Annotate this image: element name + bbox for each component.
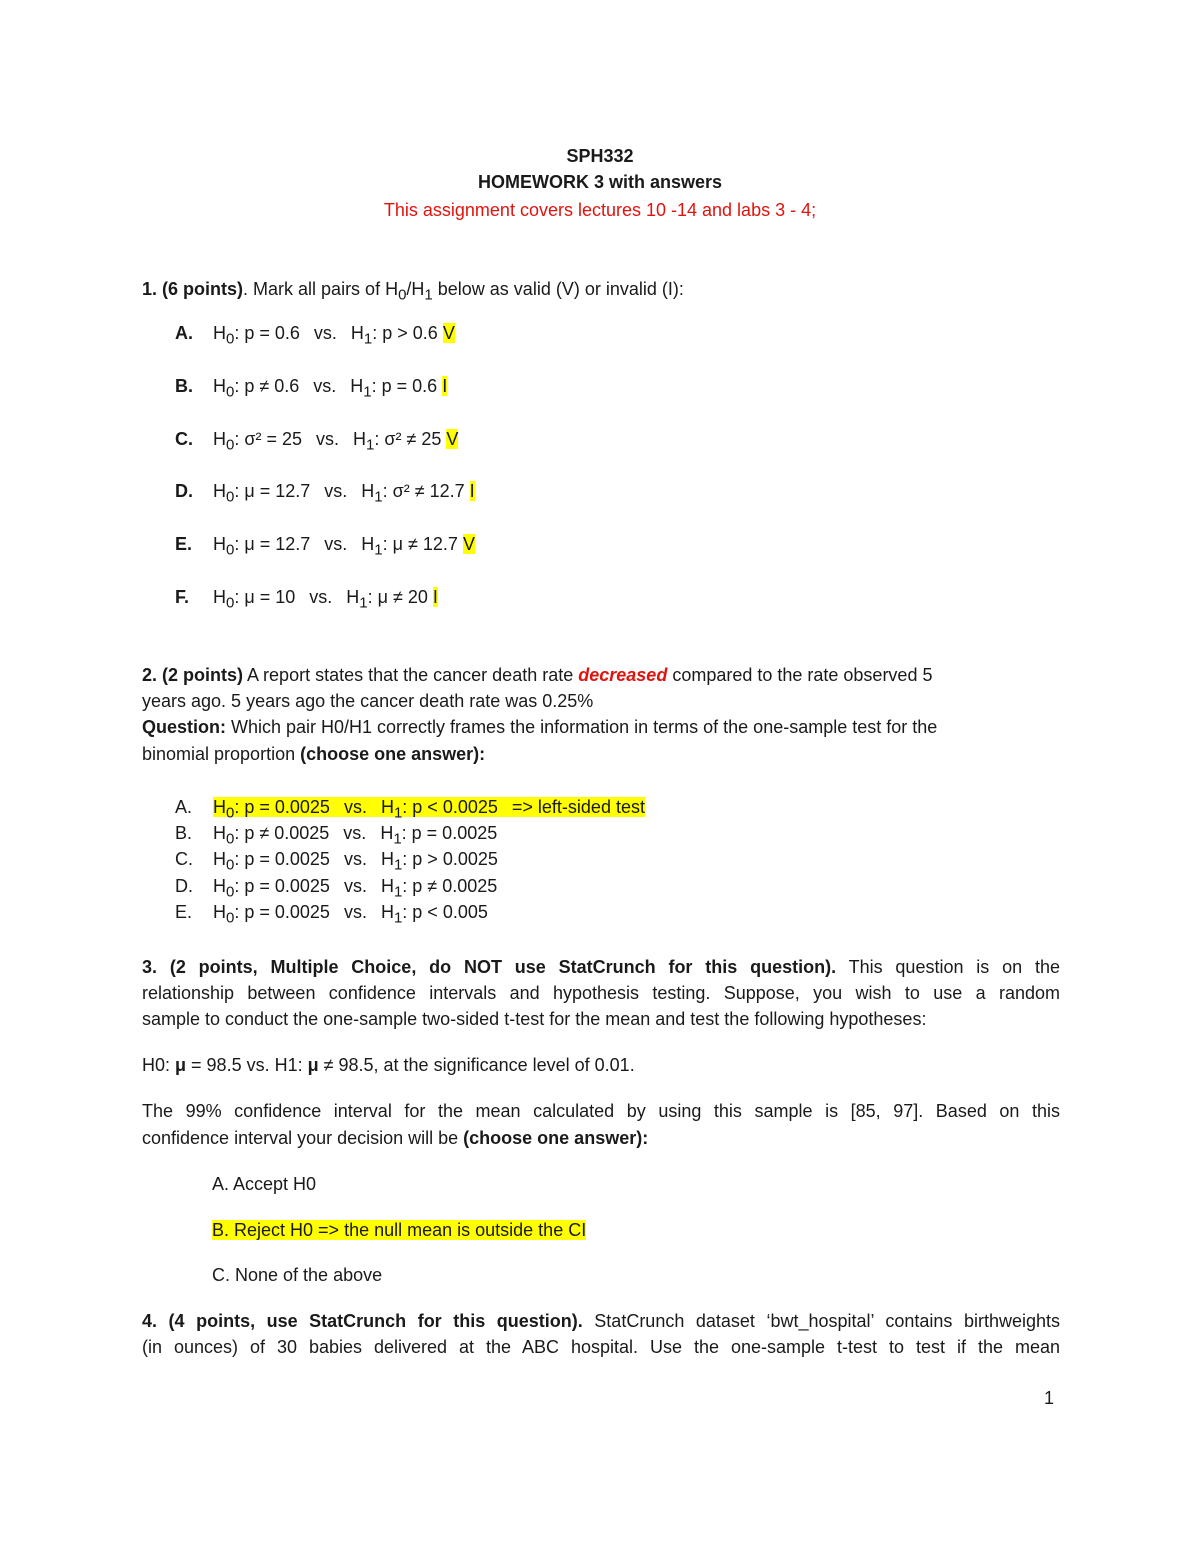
h1-value: : p = 0.6 [371, 376, 438, 396]
q2-line-4: binomial proportion (choose one answer): [142, 744, 486, 764]
option-body: $H_0$: p = 0.0025 vs. $H_1$: p < 0.0025 => left-sided test [213, 797, 645, 822]
q3-line-1: 3. (2 points, Multiple Choice, do NOT use StatCrunch for this question). This question is on the [142, 957, 1060, 977]
page-title: HOMEWORK 3 with answers [477, 172, 723, 192]
h1-value: : μ ≠ 20 [367, 587, 428, 607]
q1-item: F. $H_0$: μ = 10 vs. $H_1$: μ ≠ 20 I [175, 587, 438, 612]
q1-item: D. $H_0$: μ = 12.7 vs. $H_1$: σ² ≠ 12.7 I [175, 481, 475, 506]
q2-option [175, 847, 498, 878]
h0-value: : μ = 12.7 [234, 534, 311, 554]
item-label: B. [175, 376, 193, 396]
q3-choice-a: A. Accept H0 [212, 1174, 317, 1194]
item-label: A. [175, 323, 193, 343]
h1-value: : p > 0.6 [372, 323, 438, 343]
q3-choice-b: B. Reject H0 => the null mean is outside the CI [212, 1220, 587, 1240]
q3-ci-line-2: confidence interval your decision will be (choose one answer): [142, 1128, 649, 1148]
q3-ci-line-1: The 99% confidence interval for the mean calculated by using this sample is [85, 97]. Based on this [142, 1101, 1060, 1121]
page-number: 1 [1044, 1388, 1055, 1408]
page-subtitle: This assignment covers lectures 10 -14 and labs 3 - 4; [383, 200, 817, 220]
q3-hypotheses: H0: μ = 98.5 vs. H1: μ ≠ 98.5, at the significance level of 0.01. [142, 1055, 635, 1075]
item-label: F. [175, 587, 190, 607]
h0-value: : p ≠ 0.6 [234, 376, 300, 396]
h0-value: : σ² = 25 [234, 429, 302, 449]
q2-line-3: Question: Which pair H0/H1 correctly frames the information in terms of the one-sample test for the [142, 717, 938, 737]
option-body: $H_0$: p = 0.0025 vs. $H_1$: p > 0.0025 [213, 849, 498, 874]
item-label: C. [175, 429, 193, 449]
q4-line-1: 4. (4 points, use StatCrunch for this question). StatCrunch dataset ‘bwt_hospital’ contains birthweights [142, 1311, 1061, 1331]
answer-mark: I [432, 587, 438, 607]
h0-value: : μ = 10 [234, 587, 296, 607]
item-label: E. [175, 534, 193, 554]
answer-mark: V [442, 323, 455, 343]
answer-mark: V [446, 429, 459, 449]
h0-value: : μ = 12.7 [234, 481, 311, 501]
answer-mark: V [462, 534, 475, 554]
answer-note: => left-sided test [511, 797, 645, 817]
h1-value: : σ² ≠ 12.7 [382, 481, 465, 501]
h1-value: : μ ≠ 12.7 [382, 534, 458, 554]
q1-item: C. $H_0$: σ² = 25 vs. $H_1$: σ² ≠ 25 V [175, 429, 459, 454]
h1-value: : σ² ≠ 25 [374, 429, 442, 449]
q2-option [175, 900, 488, 931]
item-label: D. [175, 481, 193, 501]
q1-item: E. $H_0$: μ = 12.7 vs. $H_1$: μ ≠ 12.7 V [175, 534, 475, 559]
answer-mark: I [442, 376, 448, 396]
q4-line-2: (in ounces) of 30 babies delivered at the ABC hospital. Use the one-sample t-test to test if the mean [142, 1337, 1060, 1357]
option-label: B. [175, 823, 193, 843]
course-code: SPH332 [566, 146, 634, 166]
q1-prompt: 1. (6 points). Mark all pairs of $H_0/H_1$ below as valid (V) or invalid (I): [142, 279, 684, 304]
q2-emphasis: decreased [578, 665, 668, 685]
q1-item: B. $H_0$: p ≠ 0.6 vs. $H_1$: p = 0.6 I [175, 376, 448, 401]
q3-choice-b-wrap [212, 1218, 586, 1242]
option-body: $H_0$: p = 0.0025 vs. $H_1$: p < 0.005 [213, 902, 488, 927]
q3-choice-c: C. None of the above [212, 1265, 383, 1285]
option-label: E. [175, 902, 193, 922]
option-label: D. [175, 876, 193, 896]
option-body: $H_0$: p ≠ 0.0025 vs. $H_1$: p = 0.0025 [213, 823, 498, 848]
option-label: A. [175, 797, 193, 817]
answer-mark: I [469, 481, 475, 501]
option-body: $H_0$: p = 0.0025 vs. $H_1$: p ≠ 0.0025 [213, 876, 498, 901]
q2-line-2: years ago. 5 years ago the cancer death rate was 0.25% [142, 691, 594, 711]
q1-number: 1. [142, 279, 158, 299]
h0-value: : p = 0.6 [234, 323, 300, 343]
option-label: C. [175, 849, 193, 869]
q3-line-2: relationship between confidence intervals and hypothesis testing. Suppose, you wish to use a random [142, 983, 1060, 1003]
q1-item: A. $H_0$: p = 0.6 vs. $H_1$: p > 0.6 V [175, 323, 455, 348]
q2-line-1: 2. (2 points) A report states that the cancer death rate decreased compared to the rate observed 5 [142, 665, 933, 685]
q1-points: (6 points) [162, 279, 244, 299]
q3-line-3: sample to conduct the one-sample two-sided t-test for the mean and test the following hypotheses: [142, 1009, 927, 1029]
